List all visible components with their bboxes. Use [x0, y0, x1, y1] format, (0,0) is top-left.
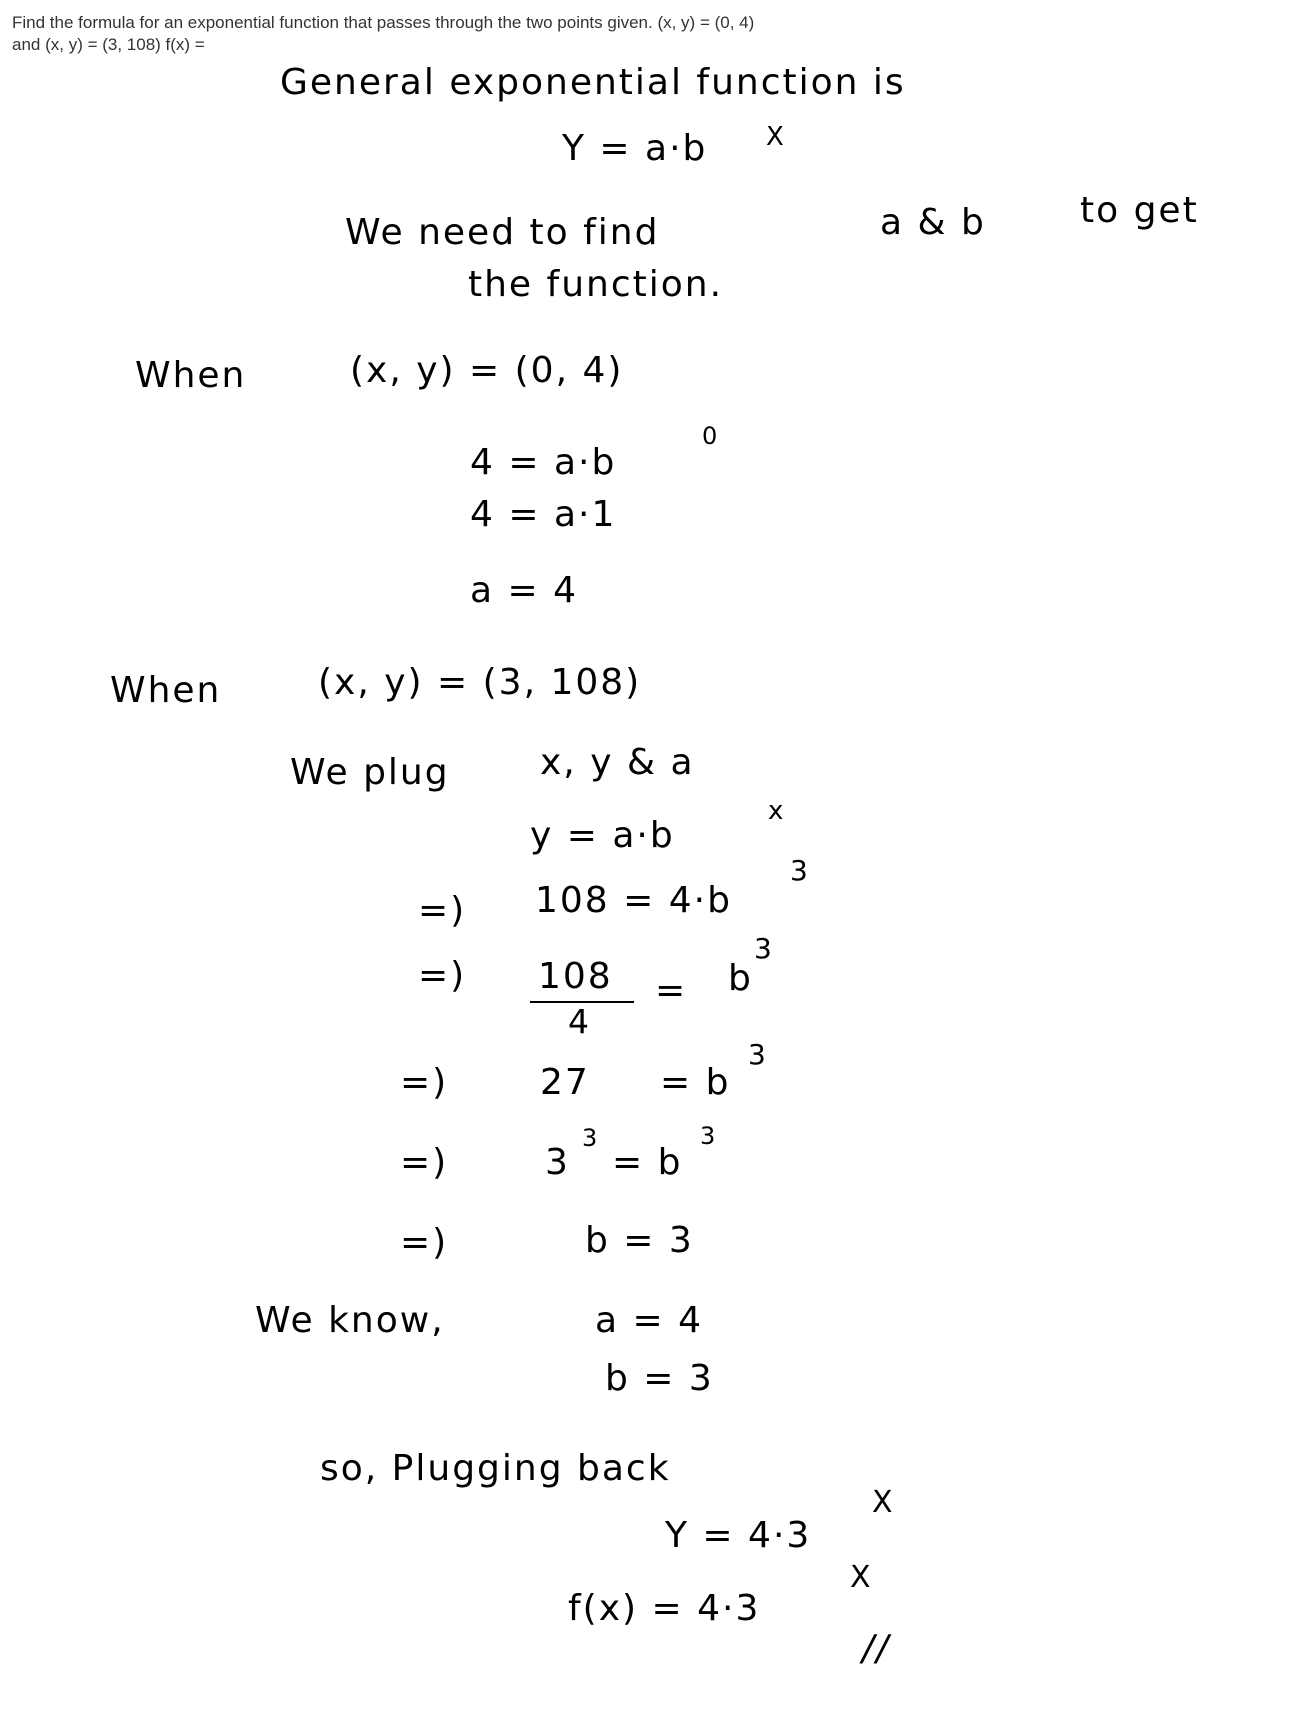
point-1: (x, y) = (0, 4) [350, 350, 624, 391]
step-2b-exponent: 3 [790, 854, 808, 887]
question-text [12, 12, 832, 56]
step-1a-exponent: 0 [702, 422, 718, 450]
arrow-4: =) [400, 1142, 449, 1183]
arrow-2: =) [418, 955, 467, 996]
arrow-3: =) [400, 1062, 449, 1103]
step-2a: y = a·b [530, 815, 675, 856]
result-2: f(x) = 4·3 [568, 1588, 761, 1629]
general-form: Y = a·b [562, 128, 708, 169]
step-1a: 4 = a·b [470, 442, 617, 483]
know-text: We know, [255, 1300, 445, 1341]
result-1: Y = 4·3 [665, 1515, 812, 1556]
plug-vars: x, y & a [540, 742, 695, 783]
intro-text: General exponential function is [280, 62, 906, 103]
step-2d-exponent: 3 [748, 1038, 766, 1071]
plug-text: We plug [290, 752, 450, 793]
question-line-2: and (x, y) = (3, 108) f(x) = [12, 35, 205, 54]
step-2a-exponent: x [768, 796, 784, 826]
step-2d-rhs: = b [660, 1062, 731, 1103]
step-2e-exponent-2: 3 [700, 1122, 716, 1150]
step-2e-exponent-1: 3 [582, 1124, 598, 1152]
so-plugging-back: so, Plugging back [320, 1448, 671, 1489]
fraction-denominator: 4 [568, 1002, 591, 1041]
question-line-1: Find the formula for an exponential function that passes through the two points given. (x, y) = (0, 4) [12, 13, 755, 32]
result-2-exponent: X [850, 1560, 871, 1595]
step-2e-base: 3 [545, 1142, 570, 1183]
step-2e-rhs: = b [612, 1142, 683, 1183]
need-line-2: the function. [468, 264, 724, 305]
step-2b: 108 = 4·b [535, 880, 732, 921]
fraction-equals: = [655, 970, 688, 1011]
need-line-1: We need to find [345, 212, 660, 253]
final-answer-mark: // [862, 1628, 891, 1669]
fraction-rhs: b [728, 958, 753, 999]
know-a: a = 4 [595, 1300, 704, 1341]
need-ab: a & b [880, 202, 986, 243]
step-2f: b = 3 [585, 1220, 694, 1261]
arrow-5: =) [400, 1222, 449, 1263]
general-form-exponent: X [766, 122, 784, 152]
when-label-1: When [135, 355, 247, 396]
step-1c: a = 4 [470, 570, 579, 611]
fraction-numerator: 108 [538, 956, 613, 997]
when-label-2: When [110, 670, 222, 711]
fraction-rhs-exponent: 3 [754, 932, 772, 965]
arrow-1: =) [418, 890, 467, 931]
result-1-exponent: X [872, 1485, 893, 1520]
to-get: to get [1080, 190, 1199, 231]
point-2: (x, y) = (3, 108) [318, 662, 642, 703]
step-1b: 4 = a·1 [470, 494, 617, 535]
step-2d-lhs: 27 [540, 1062, 590, 1103]
know-b: b = 3 [605, 1358, 714, 1399]
